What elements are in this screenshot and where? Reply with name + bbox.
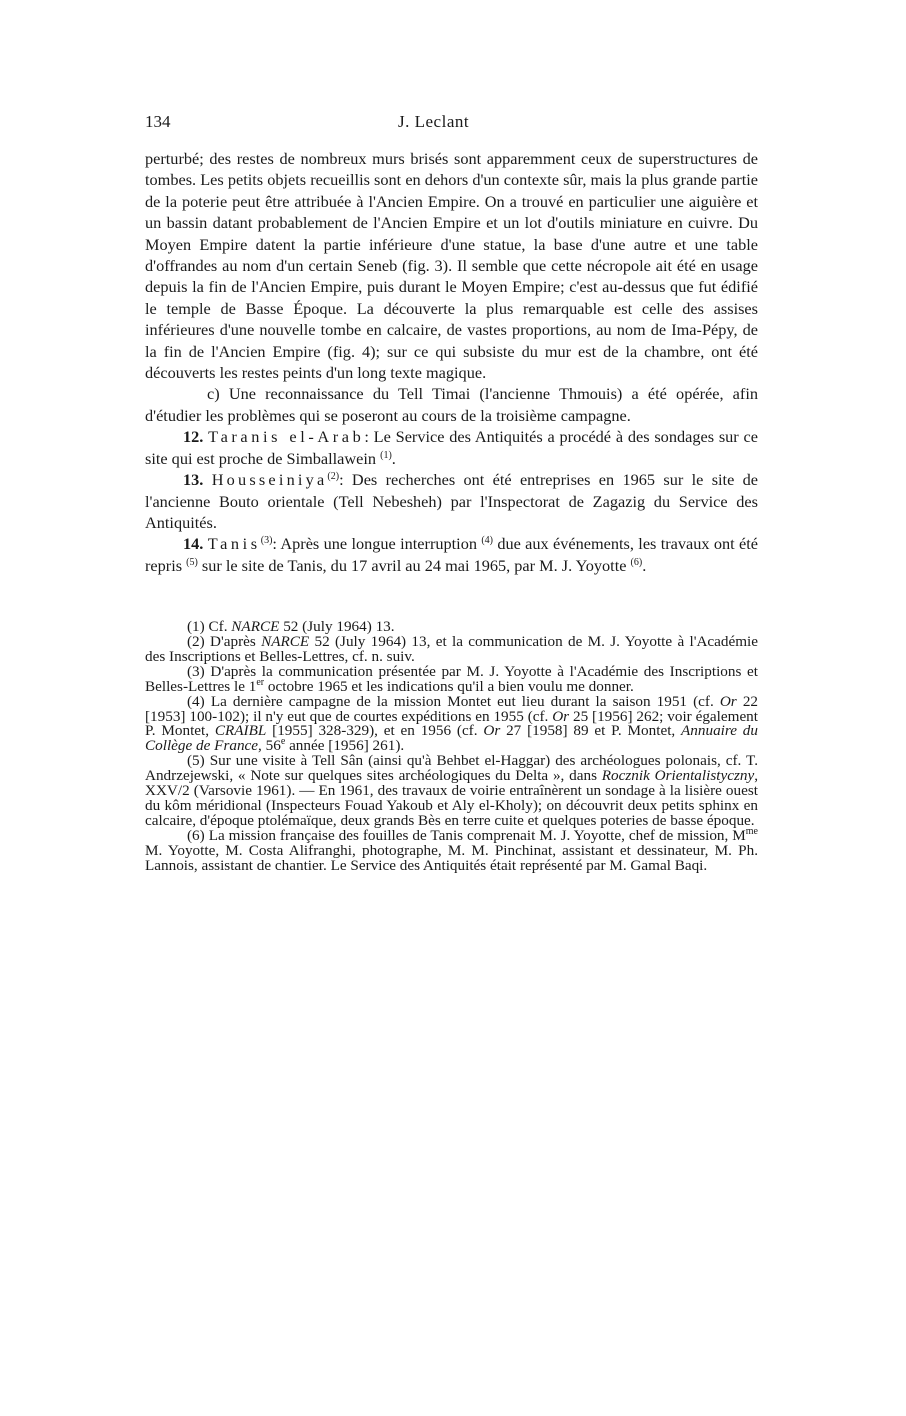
footnote-ref[interactable]: (5) — [186, 556, 198, 568]
running-head-author: J. Leclant — [398, 112, 470, 131]
footnote-ref[interactable]: (4) — [481, 535, 493, 547]
footnote-2: (2) D'après NARCE 52 (July 1964) 13, et la communication de M. J. Yoyotte à l'Académie des Inscriptions et Belles-Lettres, cf. n. suiv. — [145, 633, 759, 665]
section-13 — [145, 469, 758, 533]
site-name: Taranis el-Arab — [208, 427, 365, 447]
section-number: 13. — [183, 470, 204, 490]
section-text: : Des recherches ont été entreprises en 1965 sur le site de l'ancienne Bouto orientale (Tell Nebesheh) par l'Inspectorat de Zagazig du Service des Antiquités. — [145, 470, 758, 532]
footnote-5: (5) Sur une visite à Tell Sân (ainsi qu'à Behbet el-Haggar) des archéologues polonais, cf. T. Andrzejewski, « Note sur quelques sites archéologiques du Delta », dans Rocznik Orientalistyczny, XXV/2 (Varsovie 1961). — En 1961, des travaux de voirie entraînèrent un sondage à la lisière ouest du kôm méridional (Inspecteurs Fouad Yakoub et Aly el-Kholy); on découvrit deux petits sphinx en calcaire, d'époque ptolémaïque, deux grands Bès en terre cuite et quelques poteries de basse époque. — [145, 752, 759, 829]
footnote-4: (4) La dernière campagne de la mission Montet eut lieu durant la saison 1951 (cf. Or 22 [1953] 100-102); il n'y eut que de courtes expéditions en 1955 (cf. Or 25 [1956] 262; voir également P. Montet, CRAIBL [1955] 328-329), et en 1956 (cf. Or 27 [1958] 89 et P. Montet, Annuaire du Collège de France, 56e année [1956] 261). — [145, 692, 759, 755]
page — [145, 108, 758, 874]
site-name: Housseiniya — [211, 470, 328, 490]
footnotes — [145, 620, 758, 873]
running-header — [145, 108, 758, 148]
page-number: 134 — [145, 112, 171, 131]
section-12: 12. Taranis el-Arab: Le Service des Antiquités a procédé à des sondages sur ce site qui est proche de Simballawein $^{(1)}$. — [145, 427, 758, 468]
section-text: : Le Service des Antiquités a procédé à des sondages sur ce site qui est proche de Simballawein — [145, 427, 758, 468]
section-text: : Après une longue interruption — [272, 534, 477, 554]
footnote-3: (3) D'après la communication présentée par M. J. Yoyotte à l'Académie des Inscriptions et Belles-Lettres le 1er octobre 1965 et les indications qu'il a bien voulu me donner. — [145, 662, 758, 695]
section-14: 14. Tanis$^{(3)}$: Après une longue interruption $^{(4)}$ due aux événements, les travaux ont été repris $^{(5)}$ sur le site de Tanis, du 17 avril au 24 mai 1965, par M. J. Yoyotte $^{(6)}$. — [145, 534, 758, 575]
section-number: 12. — [183, 427, 204, 447]
footnote-ref[interactable]: (2) — [327, 471, 340, 483]
footnote-ref[interactable]: (3) — [260, 535, 273, 547]
section-number: 14. — [183, 534, 204, 554]
footnote-1: (1) Cf. NARCE 52 (July 1964) 13. — [187, 618, 395, 636]
main-text — [145, 148, 758, 576]
footnote-ref[interactable]: (6) — [630, 556, 643, 568]
site-name: Tanis — [207, 534, 261, 554]
paragraph-c: c) Une reconnaissance du Tell Timai (l'ancienne Thmouis) a été opérée, afin d'étudier les problèmes qui se poseront au cours de la troisième campagne. — [145, 384, 758, 425]
paragraph-continued: perturbé; des restes de nombreux murs brisés sont apparemment ceux de superstructures de tombes. Les petits objets recueillis sont en dehors d'un contexte sûr, mais la plus grande partie de la poterie peut être attribuée à l'Ancien Empire. On a trouvé en particulier une aiguière et un bassin datant probablement de l'Ancien Empire et un lot d'outils miniature en cuivre. Du Moyen Empire datent la partie inférieure d'une statue, la base d'une autre et une table d'offrandes au nom d'un certain Seneb (fig. 3). Il semble que cette nécropole ait été en usage depuis la fin de l'Ancien Empire, puis durant le Moyen Empire; c'est au-dessus que fut édifié le temple de Basse Époque. La découverte la plus remarquable est celle des assises inférieures d'une nouvelle tombe en calcaire, de vastes proportions, au nom de Ima-Pépy, de la fin de l'Ancien Empire (fig. 4); sur ce qui subsiste du mur est de la chambre, ont été découverts les restes peints d'un long texte magique. — [145, 149, 758, 383]
footnote-ref[interactable]: (1) — [380, 449, 392, 461]
footnote-6: (6) La mission française des fouilles de Tanis comprenait M. J. Yoyotte, chef de mission, $M^{me}$ M. Yoyotte, M. Costa Alifranghi, photographe, M. M. Pinchinat, assistant et dessinateur, M. Ph. Lannois, assistant de chantier. Le Service des Antiquités était représenté par M. Gamal Baqi. — [145, 825, 758, 874]
